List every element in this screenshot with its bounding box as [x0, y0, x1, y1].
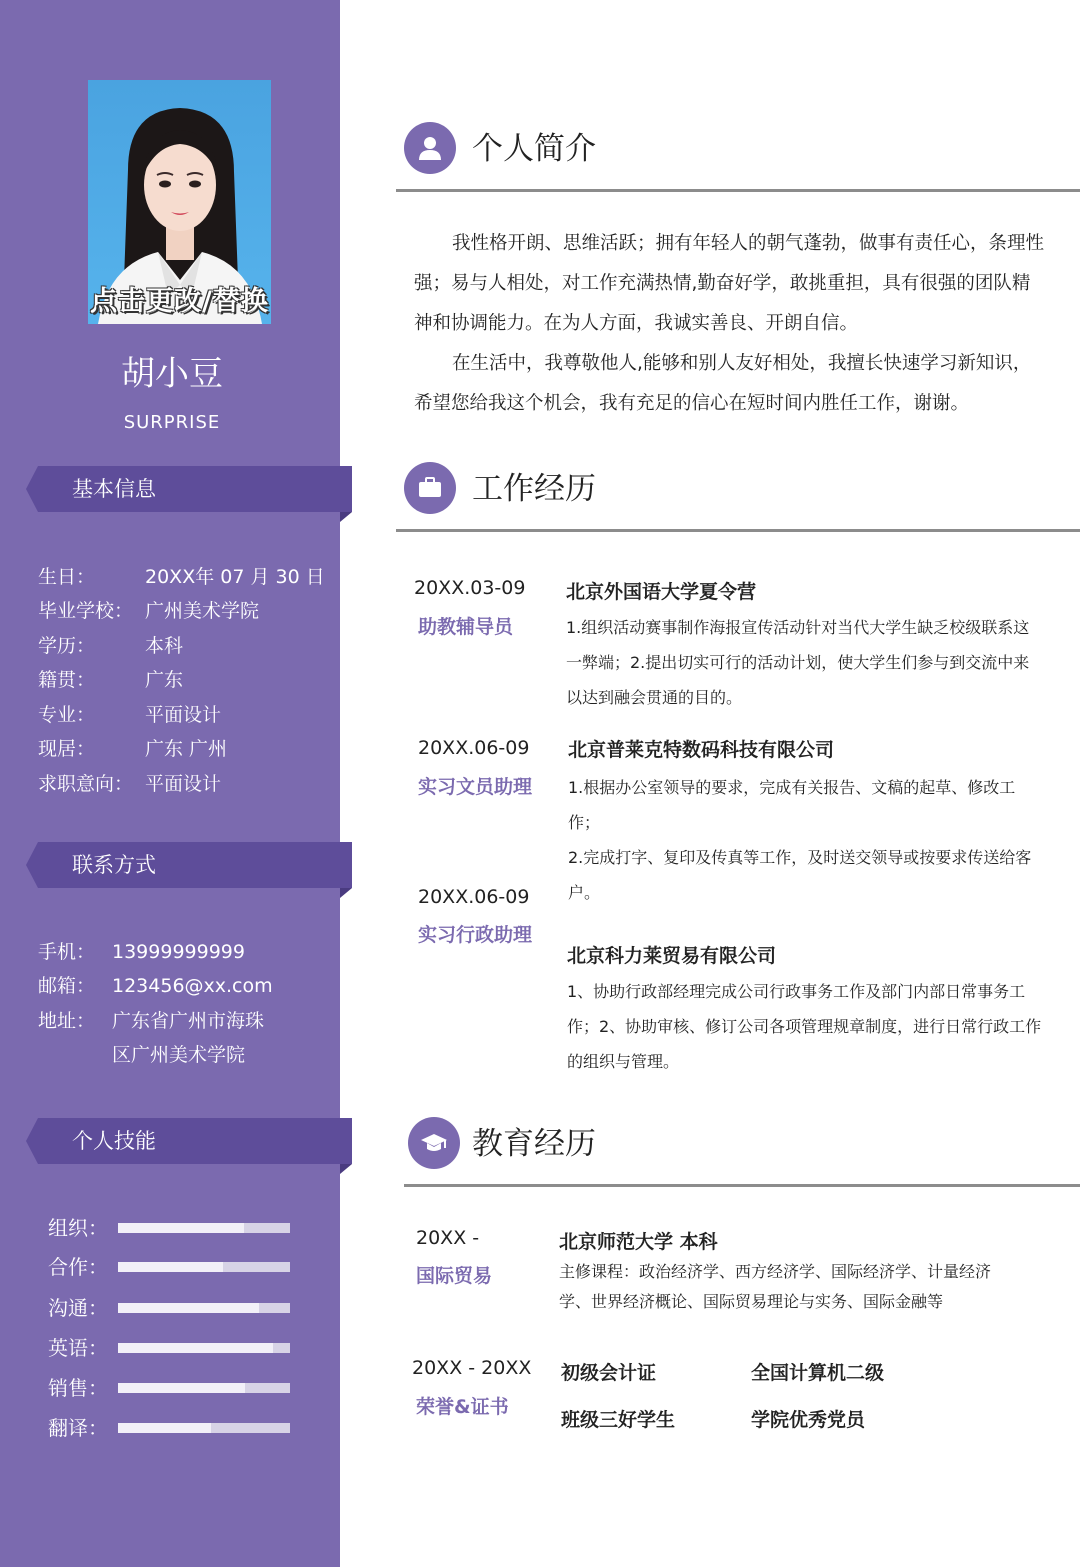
skill-label: 组织： [48, 1216, 108, 1240]
skill-label: 英语： [48, 1336, 108, 1360]
info-label: 生日： [38, 566, 96, 588]
info-label: 现居： [38, 738, 96, 760]
basic-info-title: 基本信息 [72, 477, 156, 501]
skill-fill [118, 1423, 211, 1433]
skill-track [118, 1343, 290, 1353]
education-badge [408, 1117, 460, 1169]
graduation-cap-icon [420, 1129, 448, 1157]
info-value: 20XX年 07 月 30 日 [145, 566, 325, 588]
divider [396, 189, 1080, 192]
contact-banner [38, 842, 352, 888]
photo-caption: 点击更改/替换 [90, 286, 269, 317]
phone-value: 13999999999 [112, 941, 245, 963]
work-role-1: 助教辅导员 [418, 616, 514, 638]
honors-date: 20XX - 20XX [412, 1357, 532, 1379]
basic-info-banner [38, 466, 352, 512]
info-label: 求职意向： [38, 773, 134, 795]
work-header [404, 455, 1080, 525]
info-row-major [38, 701, 222, 729]
address-line1: 广东省广州市海珠 [112, 1010, 265, 1032]
candidate-name: 胡小豆 [121, 354, 223, 394]
info-value: 广东 广州 [145, 738, 228, 760]
work-desc-2b: 2.完成打字、复印及传真等工作，及时送交领导或按要求传送给客户。 [568, 848, 1032, 902]
skill-track [118, 1262, 290, 1272]
skill-fill [118, 1383, 245, 1393]
info-row-degree [38, 632, 184, 660]
sidebar [0, 0, 340, 1567]
email-label: 邮箱： [38, 975, 96, 997]
work-title: 工作经历 [472, 471, 596, 507]
honor-item-4: 学院优秀党员 [751, 1409, 866, 1431]
info-value: 广东 [145, 669, 184, 691]
work-desc-2a: 1.根据办公室领导的要求，完成有关报告、文稿的起草、修改工作； [568, 778, 1016, 832]
skill-label: 合作： [48, 1255, 108, 1279]
info-value: 平面设计 [145, 773, 222, 795]
honors-label: 荣誉&证书 [416, 1396, 509, 1418]
edu-date: 20XX - [416, 1227, 480, 1249]
person-icon [416, 134, 444, 162]
address-line2: 区广州美术学院 [112, 1044, 246, 1066]
info-value: 本科 [145, 635, 184, 657]
contact-title: 联系方式 [72, 853, 156, 877]
work-date-1: 20XX.03-09 [414, 577, 526, 599]
work-desc-1: 1.组织活动赛事制作海报宣传活动针对当代大学生缺乏校级联系这一弊端；2.提出切实可行的活动计划，使大学生们参与到交流中来以达到融会贯通的目的。 [566, 618, 1030, 707]
info-value: 平面设计 [145, 704, 222, 726]
info-value: 广州美术学院 [145, 600, 260, 622]
profile-photo[interactable] [88, 80, 271, 324]
info-row-school [38, 597, 260, 625]
skill-track [118, 1383, 290, 1393]
contact-email [38, 972, 273, 1000]
intro-header [404, 115, 1080, 185]
contact-address [38, 1007, 265, 1035]
info-label: 籍贯： [38, 669, 96, 691]
skills-banner [38, 1118, 352, 1164]
intro-paragraph-2: 在生活中，我尊敬他人,能够和别人友好相处，我擅长快速学习新知识，希望您给我这个机会，我有充足的信心在短时间内胜任工作，谢谢。 [414, 353, 1032, 414]
honor-item-3: 班级三好学生 [561, 1409, 676, 1431]
phone-label: 手机： [38, 941, 96, 963]
honor-item-2: 全国计算机二级 [751, 1362, 885, 1384]
work-org-3: 北京科力莱贸易有限公司 [567, 945, 777, 967]
briefcase-icon [416, 474, 444, 502]
work-role-2: 实习文员助理 [418, 776, 533, 798]
education-title: 教育经历 [472, 1126, 596, 1162]
skill-label: 销售： [48, 1376, 108, 1400]
skill-fill [118, 1262, 223, 1272]
work-org-1: 北京外国语大学夏令营 [566, 581, 757, 603]
intro-text [414, 224, 1044, 424]
skill-label: 沟通： [48, 1296, 108, 1320]
intro-badge [404, 122, 456, 174]
divider [396, 529, 1080, 532]
education-header [404, 1110, 1080, 1180]
skill-track [118, 1223, 290, 1233]
skill-fill [118, 1303, 259, 1313]
work-badge [404, 462, 456, 514]
info-row-residence [38, 735, 228, 763]
work-role-3: 实习行政助理 [418, 924, 533, 946]
edu-field: 国际贸易 [416, 1265, 493, 1287]
info-row-birthday [38, 563, 325, 591]
contact-phone [38, 938, 245, 966]
info-label: 学历： [38, 635, 96, 657]
info-row-objective [38, 770, 222, 798]
skill-fill [118, 1343, 273, 1353]
info-row-hometown [38, 666, 184, 694]
intro-paragraph-1: 我性格开朗、思维活跃；拥有年轻人的朝气蓬勃，做事有责任心，条理性强；易与人相处，对工作充满热情,勤奋好学，敢挑重担，具有很强的团队精神和协调能力。在为人方面，我诚实善良、开朗自信。 [414, 233, 1045, 334]
skill-track [118, 1423, 290, 1433]
work-org-2: 北京普莱克特数码科技有限公司 [568, 739, 835, 761]
skill-label: 翻译： [48, 1416, 108, 1440]
info-label: 专业： [38, 704, 96, 726]
skill-track [118, 1303, 290, 1313]
skill-fill [118, 1223, 244, 1233]
info-label: 毕业学校： [38, 600, 134, 622]
candidate-english-name: SURPRISE [123, 412, 221, 433]
edu-school: 北京师范大学 本科 [559, 1231, 718, 1253]
work-desc-3: 1、协助行政部经理完成公司行政事务工作及部门内部日常事务工作；2、协助审核、修订公司各项管理规章制度，进行日常行政工作的组织与管理。 [567, 982, 1042, 1071]
address-label: 地址： [38, 1010, 96, 1032]
divider [404, 1184, 1080, 1187]
edu-courses: 主修课程：政治经济学、西方经济学、国际经济学、计量经济学、世界经济概论、国际贸易理论与实务、国际金融等 [559, 1262, 992, 1311]
email-value: 123456@xx.com [112, 975, 273, 997]
skills-title: 个人技能 [72, 1129, 156, 1153]
work-date-2: 20XX.06-09 [418, 737, 530, 759]
honor-item-1: 初级会计证 [561, 1362, 657, 1384]
work-date-3: 20XX.06-09 [418, 886, 530, 908]
intro-title: 个人简介 [472, 131, 596, 167]
